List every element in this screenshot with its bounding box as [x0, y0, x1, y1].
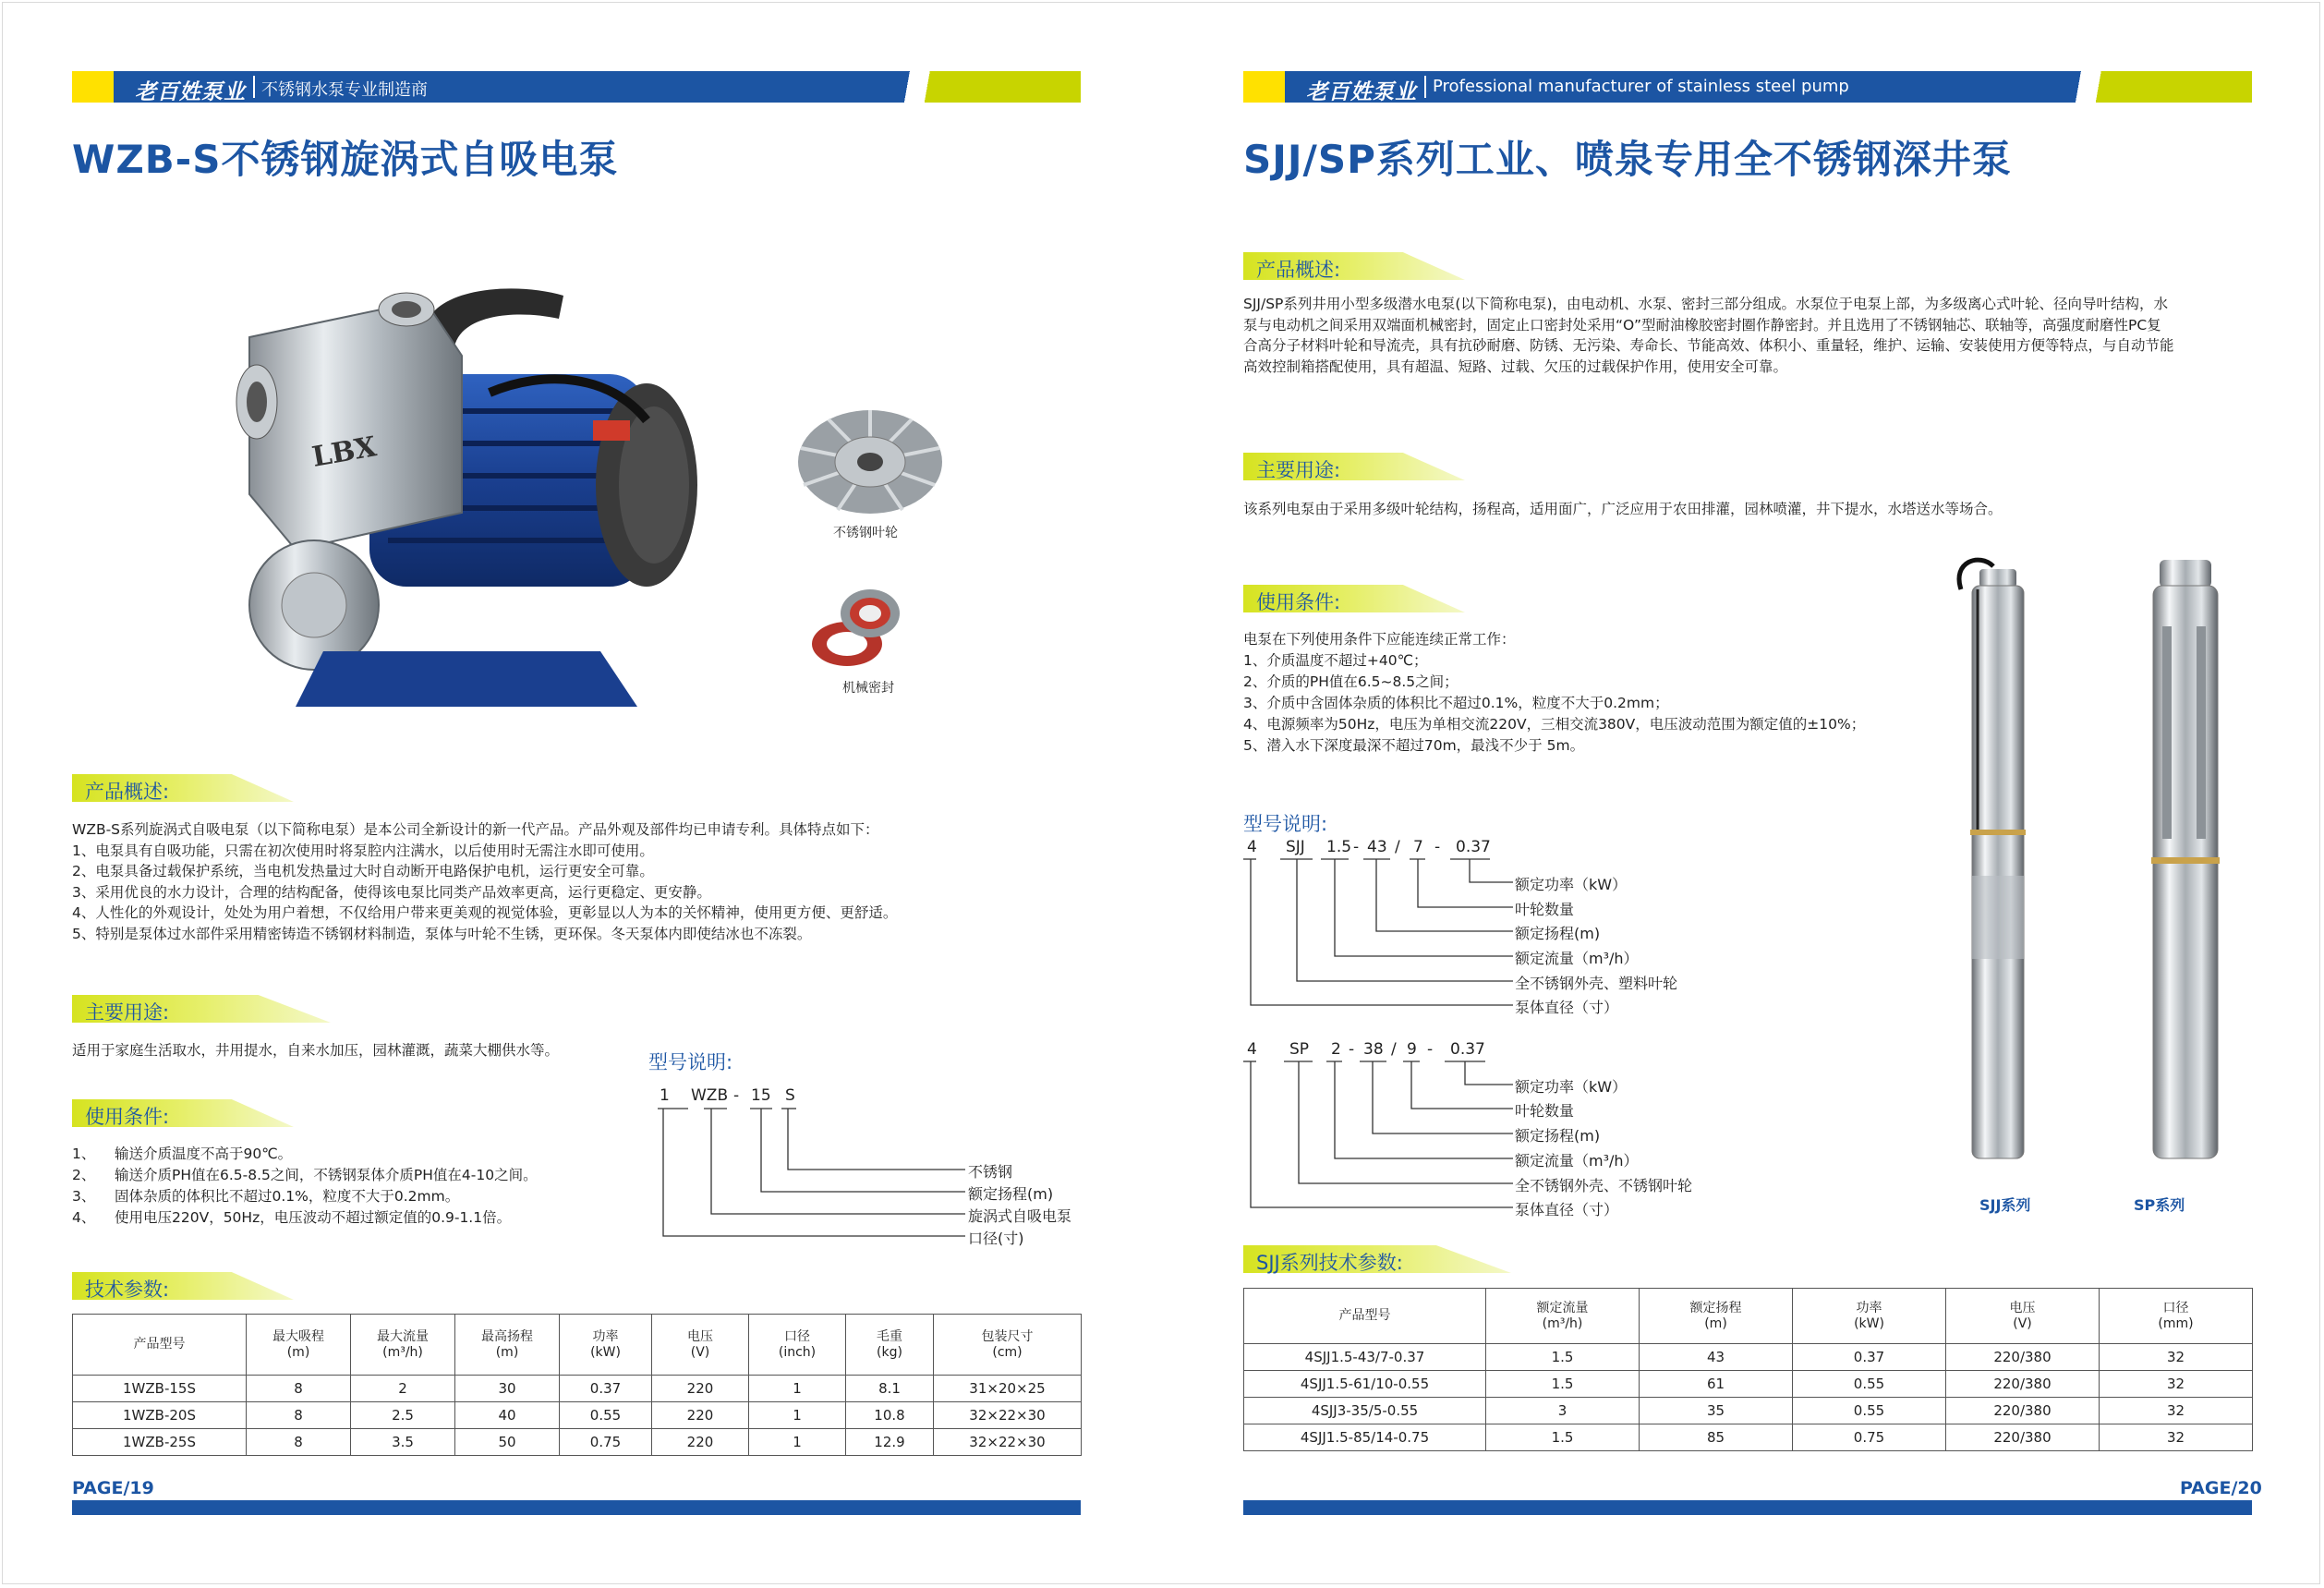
- right-page: [1162, 0, 2324, 1588]
- model-label-diameter: 口径(寸): [968, 1230, 1024, 1247]
- conditions-heading: 使用条件:: [1243, 585, 1465, 612]
- col-model: 产品型号: [73, 1315, 247, 1376]
- col-weight: 毛重 (kg): [846, 1315, 934, 1376]
- spec-table: [1243, 1288, 2253, 1451]
- sp-code-dash1: -: [1349, 1040, 1355, 1059]
- sjj-code-series: SJJ: [1286, 838, 1305, 856]
- col-max-suction: 最大吸程 (m): [247, 1315, 351, 1376]
- model-code-wzb: WZB: [691, 1086, 729, 1105]
- sjj-label-flow: 额定流量（m³/h）: [1515, 950, 1639, 967]
- spec-table: [72, 1314, 1082, 1456]
- col-voltage: 电压 (V): [652, 1315, 749, 1376]
- col-model: 产品型号: [1244, 1289, 1486, 1344]
- col-caliber: 口径 (mm): [2100, 1289, 2253, 1344]
- footer-bar: [72, 1500, 1081, 1515]
- table-row: 1WZB-15S 8 2 30 0.37 220 1 8.1 31×20×25: [73, 1376, 1082, 1402]
- table-row: 4SJJ1.5-43/7-0.37 1.5 43 0.37 220/380 32: [1244, 1344, 2253, 1371]
- model-code-1: 1: [660, 1086, 670, 1105]
- specs-heading: SJJ系列技术参数:: [1243, 1245, 1511, 1273]
- model-label-type: 旋涡式自吸电泵: [968, 1207, 1072, 1225]
- sp-code-power: 0.37: [1450, 1040, 1485, 1059]
- col-caliber: 口径 (inch): [749, 1315, 846, 1376]
- overview-heading: 产品概述:: [1243, 252, 1465, 280]
- sp-label-head: 额定扬程(m): [1515, 1127, 1601, 1145]
- col-rated-flow: 额定流量 (m³/h): [1486, 1289, 1640, 1344]
- header-slogan: 不锈钢水泵专业制造商: [261, 80, 428, 100]
- sp-label-material: 全不锈钢外壳、不锈钢叶轮: [1515, 1177, 1693, 1194]
- sp-label-power: 额定功率（kW）: [1515, 1078, 1628, 1096]
- header-slogan: Professional manufacturer of stainless steel pump: [1433, 77, 1849, 96]
- model-label-stainless: 不锈钢: [968, 1163, 1013, 1181]
- col-max-flow: 最大流量 (m³/h): [351, 1315, 455, 1376]
- usage-heading: 主要用途:: [72, 995, 331, 1023]
- seal-caption: 机械密封: [842, 681, 894, 696]
- table-row: 4SJJ1.5-61/10-0.55 1.5 61 0.55 220/380 32: [1244, 1371, 2253, 1398]
- model-label-head: 额定扬程(m): [968, 1185, 1054, 1203]
- col-rated-head: 额定扬程 (m): [1640, 1289, 1793, 1344]
- specs-heading: 技术参数:: [72, 1272, 294, 1300]
- sjj-label-stages: 叶轮数量: [1515, 901, 1575, 918]
- impeller-caption: 不锈钢叶轮: [833, 526, 898, 540]
- col-package: 包装尺寸 (cm): [934, 1315, 1082, 1376]
- usage-heading: 主要用途:: [1243, 453, 1465, 480]
- sp-label-flow: 额定流量（m³/h）: [1515, 1152, 1639, 1170]
- sp-code-diameter: 4: [1247, 1040, 1257, 1059]
- sjj-code-dash1: -: [1353, 838, 1360, 856]
- sp-code-dash2: -: [1427, 1040, 1434, 1059]
- conditions-text: 1、 输送介质温度不高于90℃。 2、 输送介质PH值在6.5-8.5之间，不锈钢泵体介质PH值在4-10之间。 3、 固体杂质的体积比不超过0.1%，粒度不大于0.2mm。 4、 使用电压220V，50Hz，电压波动不超过额定值的0.9-1.1倍。: [72, 1146, 538, 1226]
- table-row: 4SJJ3-35/5-0.55 3 35 0.55 220/380 32: [1244, 1398, 2253, 1424]
- table-row: 1WZB-20S 8 2.5 40 0.55 220 1 10.8 32×22×30: [73, 1402, 1082, 1429]
- col-max-head: 最高扬程 (m): [455, 1315, 560, 1376]
- sp-label-diameter: 泵体直径（寸）: [1515, 1201, 1619, 1218]
- sp-code-stages: 9: [1407, 1040, 1417, 1059]
- sp-code-slash: /: [1391, 1040, 1397, 1059]
- conditions-heading: 使用条件:: [72, 1099, 294, 1127]
- page-title: SJJ/SP系列工业、喷泉专用全不锈钢深井泵: [1243, 137, 2012, 182]
- conditions-text: 电泵在下列使用条件下应能连续正常工作： 1、介质温度不超过+40℃； 2、介质的PH值在6.5~8.5之间； 3、介质中含固体杂质的体积比不超过0.1%，粒度不大于0.2mm； 4、电源频率为50Hz，电压为单相交流220V，三相交流380V，电压波动范围为额定值的±10%； 5、潜入水下深度最深不超过70m，最浅不少于 5m。: [1243, 631, 1866, 754]
- page-title: WZB-S不锈钢旋涡式自吸电泵: [72, 137, 619, 182]
- sjj-code-diameter: 4: [1247, 838, 1257, 856]
- model-code-15: 15: [751, 1086, 771, 1105]
- col-power: 功率 (kW): [1793, 1289, 1946, 1344]
- sjj-code-power: 0.37: [1456, 838, 1491, 856]
- sjj-label-material: 全不锈钢外壳、塑料叶轮: [1515, 975, 1678, 992]
- sp-label-stages: 叶轮数量: [1515, 1102, 1575, 1120]
- page-number: PAGE/20: [2180, 1478, 2262, 1498]
- sp-code-flow: 2: [1331, 1040, 1341, 1059]
- table-row: 4SJJ1.5-85/14-0.75 1.5 85 0.75 220/380 32: [1244, 1424, 2253, 1451]
- page-number: PAGE/19: [72, 1478, 154, 1498]
- sjj-code-dash2: -: [1434, 838, 1441, 856]
- usage-text: 适用于家庭生活取水，井用提水，自来水加压，园林灌溉，蔬菜大棚供水等。: [72, 1042, 560, 1059]
- sjj-code-head: 43: [1367, 838, 1387, 856]
- sp-code-head: 38: [1363, 1040, 1384, 1059]
- sjj-label-head: 额定扬程(m): [1515, 925, 1601, 942]
- sp-caption: SP系列: [2134, 1196, 2185, 1214]
- overview-text: SJJ/SP系列井用小型多级潜水电泵(以下简称电泵)，由电动机、水泵、密封三部分组成。水泵位于电泵上部，为多级离心式叶轮、径向导叶结构，水 泵与电动机之间采用双端面机械密封，固定止口密封处采用“O”型耐油橡胶密封圈作静密封。并且选用了不锈钢轴芯、联轴等，高强度耐磨性PC复 合高分子材料叶轮和导流壳，具有抗砂耐磨、防锈、无污染、寿命长、节能高效、体积小、重量轻，维护、运输、安装使用方便等特点，与自动节能 高效控制箱搭配使用，具有超温、短路、过载、欠压的过载保护作用，使用安全可靠。: [1243, 296, 2174, 375]
- sjj-caption: SJJ系列: [1979, 1196, 2031, 1214]
- overview-text: WZB-S系列旋涡式自吸电泵（以下简称电泵）是本公司全新设计的新一代产品。产品外观及部件均已申请专利。具体特点如下： 1、电泵具有自吸功能，只需在初次使用时将泵腔内注满水，以后使用时无需注水即可使用。 2、电泵具备过载保护系统，当电机发热量过大时自动断开电路保护电机，运行更安全可靠。 3、采用优良的水力设计，合理的结构配备，使得该电泵比同类产品效率更高，运行更稳定、更安静。 4、人性化的外观设计，处处为用户着想，不仅给用户带来更美观的视觉体验，更彰显以人为本的关怀精神，使用更方便、更舒适。 5、特别是泵体过水部件采用精密铸造不锈钢材料制造，泵体与叶轮不生锈，更环保。冬天泵体内即使结冰也不冻裂。: [72, 821, 898, 942]
- model-heading: 型号说明:: [1243, 813, 1328, 835]
- model-heading: 型号说明:: [648, 1051, 733, 1073]
- col-voltage: 电压 (V): [1946, 1289, 2100, 1344]
- sjj-code-flow: 1.5: [1326, 838, 1352, 856]
- usage-text: 该系列电泵由于采用多级叶轮结构，扬程高，适用面广，广泛应用于农田排灌，园林喷灌，井下提水，水塔送水等场合。: [1243, 501, 2003, 517]
- spec-header-row: [1244, 1289, 2253, 1344]
- brand-logo: 老百姓泵业: [135, 79, 246, 104]
- sjj-label-diameter: 泵体直径（寸）: [1515, 999, 1619, 1016]
- brand-logo: 老百姓泵业: [1306, 79, 1417, 104]
- model-code-s: S: [785, 1086, 795, 1105]
- model-code-dash: -: [733, 1086, 740, 1105]
- col-power: 功率 (kW): [560, 1315, 652, 1376]
- overview-heading: 产品概述:: [72, 774, 294, 802]
- footer-bar: [1243, 1500, 2252, 1515]
- sjj-label-power: 额定功率（kW）: [1515, 876, 1628, 893]
- svg-text:LBX: LBX: [309, 430, 380, 474]
- deep-well-pump-icon: [1952, 552, 2284, 1190]
- sjj-code-slash: /: [1395, 838, 1400, 856]
- sjj-code-stages: 7: [1413, 838, 1423, 856]
- table-row: 1WZB-25S 8 3.5 50 0.75 220 1 12.9 32×22×30: [73, 1429, 1082, 1456]
- spec-header-row: [73, 1315, 1082, 1376]
- sp-code-series: SP: [1289, 1040, 1310, 1059]
